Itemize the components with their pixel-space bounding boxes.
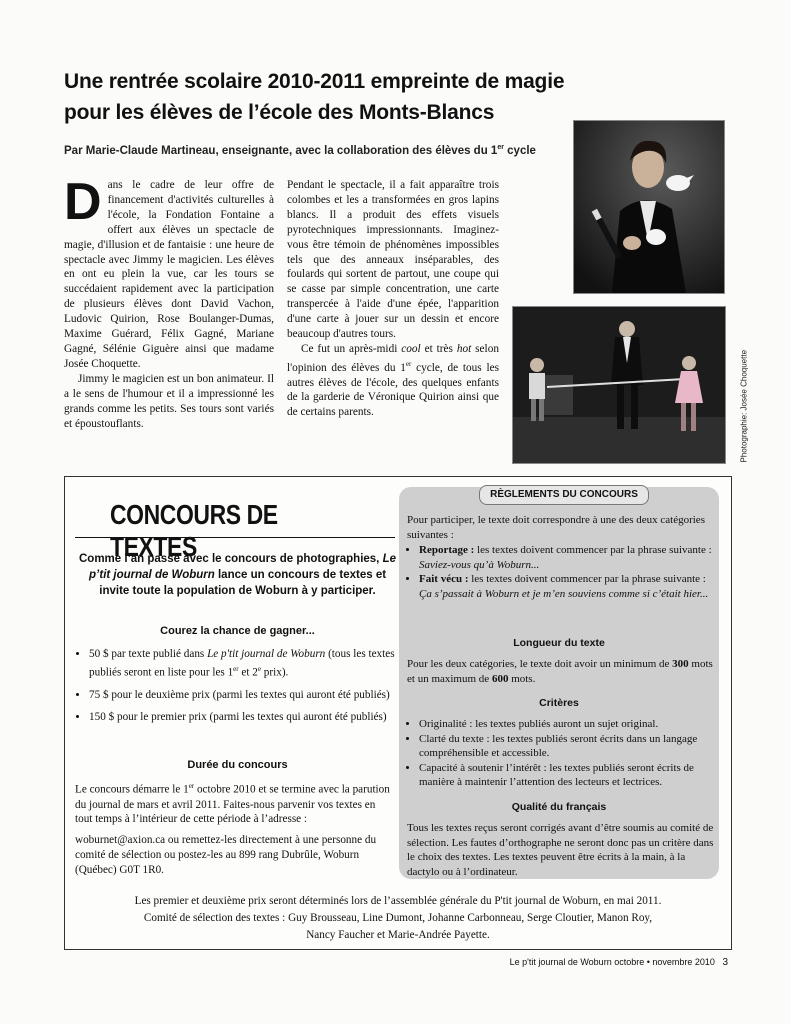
article-paragraph: Jimmy le magicien est un bon animateur. Il a le sens de l'humour et il a impressionné les grands comme les petits. Ses tours sont variés et époustouflants. (64, 372, 274, 430)
french-quality-heading: Qualité du français (511, 801, 607, 813)
rules-categories (407, 543, 715, 601)
article-column-1 (64, 173, 274, 431)
photo-credit: Photographie: Josée Choquette (739, 349, 749, 463)
page-number: 3 (722, 957, 728, 968)
contest-box (64, 476, 732, 950)
article-column-2 (287, 178, 499, 420)
criteria-heading: Critères (539, 697, 579, 709)
chance-heading: Courez la chance de gagner... (160, 625, 315, 637)
criteria-item: • Originalité : les textes publiés auront un sujet original. (419, 717, 715, 732)
magic-show-stage-photo (512, 306, 726, 464)
article-paragraph: Ce fut un après-midi cool et très hot selon l'opinion des élèves du 1er cycle, de tous les autres élèves de l'école, des quelques enfants de la garderie de Véronique Quirion ainsi que de certains parents. (287, 342, 499, 419)
duration-heading: Durée du concours (187, 759, 288, 771)
title-divider (75, 537, 395, 538)
criteria-item: • Clarté du texte : les textes publiés seront écrits dans un langage compréhensible et accessible. (419, 732, 715, 761)
rules-intro: Pour participer, le texte doit correspondre à une des deux catégories suivantes : (407, 514, 705, 541)
rules-panel (399, 487, 719, 879)
length-heading: Longueur du texte (513, 637, 605, 649)
drop-cap: D (64, 173, 102, 231)
category-item: • Fait vécu : les textes doivent commencer par la phrase suivante : Ça s’passait à Woburn et je m’en souviens comme si c’était hier... (419, 572, 715, 601)
prize-item: • 75 $ pour le deuxième prix (parmi les textes qui auront été publiés) (89, 688, 409, 703)
prize-item: • 50 $ par texte publié dans Le p'tit journal de Woburn (tous les textes publiés seront en liste pour les 1er et 2e prix). (89, 647, 409, 681)
submission-address: woburnet@axion.ca ou remettez-les directement à une personne du comité de sélection ou postez-les au 899 rang Dubrûle, Woburn (Québec) G0T 1R0. (75, 834, 377, 876)
prize-list (75, 647, 409, 732)
prize-item: • 150 $ pour le premier prix (parmi les textes qui auront été publiés) (89, 710, 409, 725)
contest-title: CONCOURS DE TEXTES (110, 499, 278, 562)
footer-text: Le p'tit journal de Woburn octobre • novembre 2010 (509, 957, 715, 967)
page-footer (508, 957, 728, 968)
duration-text: Le concours démarre le 1er octobre 2010 et se termine avec la parution du journal de mars et avril 2011. Faites-nous parvenir vos textes en tout temps à l’intérieur de cette période à l’adresse : (75, 782, 390, 826)
article-paragraph: Pendant le spectacle, il a fait apparaître trois colombes et les a transformées en gros lapins blancs. Il a produit des effets visuels pyrotechniques impressionnants. Imaginez-vous être témoin de phénomènes impossibles tels que des anneaux inséparables, des foulards qui sortent de partout, une coupe qui se casse par simple concentration, une carte transpercée à l'aide d'une épée, l'apparition d'une carte à jouer sur un dessin et encore beaucoup d'autres tours. (287, 179, 499, 341)
criteria-item: • Capacité à soutenir l’intérêt : les textes publiés seront écrits de manière à maintenir l’attention des lecteurs et lectrices. (419, 761, 715, 790)
french-quality-text: Tous les textes reçus seront corrigés avant d’être soumis au comité de sélection. Les fautes d’orthographe ne seront donc pas un critère dans le choix des textes. Les textes peuvent être écrits à la main, à la dactylo ou à l’ordinateur. (407, 822, 714, 878)
category-item: • Reportage : les textes doivent commencer par la phrase suivante : Saviez-vous qu’à Woburn... (419, 543, 715, 572)
criteria-list (407, 717, 715, 790)
article-paragraph: Dans le cadre de leur offre de financement d'activités culturelles à l'école, la Fondation Fontaine a offert aux élèves un spectacle de magie, d'illusion et de fantaisie : une heure de spectacle avec Jimmy le magicien. Les élèves en ont eu plein la vue, car les tours se succédaient rapidement avec la participation de plusieurs élèves dont David Vachon, Ludovic Quirion, Rose Boulanger-Dumas, Maxime Guérard, Félix Gagné, Mariane Gagné, Sélénie Giguère ainsi que madame Josée Choquette. (64, 173, 274, 370)
contest-footnote (65, 893, 731, 944)
contest-intro: Comme l’an passé avec le concours de photographies, Le p’tit journal de Woburn lance un concours de textes et invite toute la population de Woburn à y participer. (79, 553, 396, 597)
rules-heading: RÈGLEMENTS DU CONCOURS (479, 485, 649, 505)
magician-portrait-photo (573, 120, 725, 294)
article-byline: Par Marie-Claude Martineau, enseignante, avec la collaboration des élèves du 1er cycle (64, 144, 536, 157)
article-headline: Une rentrée scolaire 2010-2011 empreinte de magie pour les élèves de l’école des Monts-Blancs (64, 70, 565, 124)
footnote-line: Les premier et deuxième prix seront déterminés lors de l’assemblée générale du P'tit journal de Woburn, en mai 2011. (134, 895, 662, 907)
footnote-line: Comité de sélection des textes : Guy Brousseau, Line Dumont, Johanne Carbonneau, Serge Cloutier, Manon Roy, (143, 912, 653, 924)
footnote-line: Nancy Faucher et Marie-Andrée Payette. (306, 929, 490, 941)
length-text: Pour les deux catégories, le texte doit avoir un minimum de 300 mots et un maximum de 600 mots. (407, 658, 713, 685)
